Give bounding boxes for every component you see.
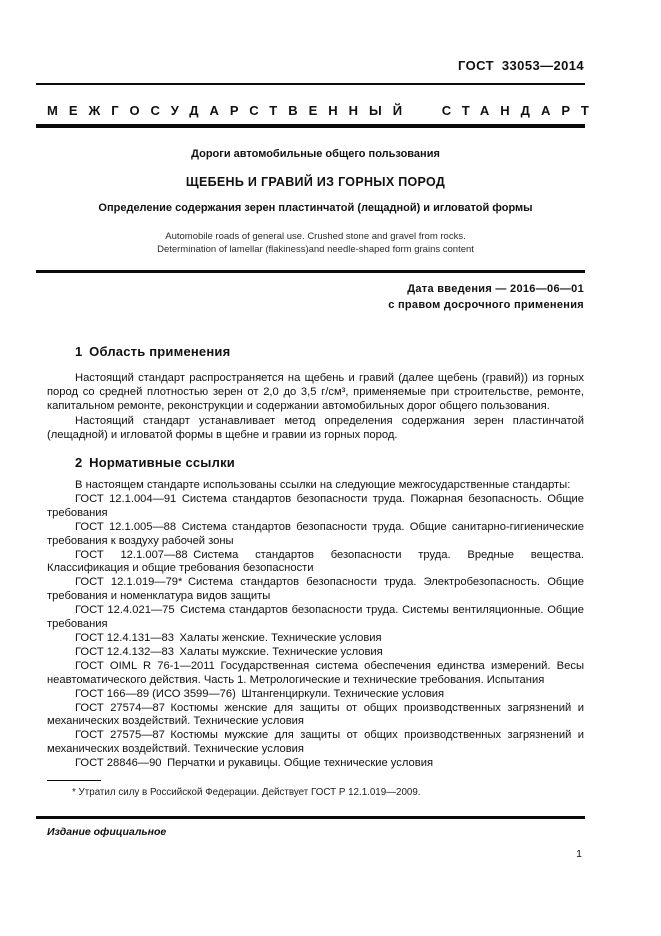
header-rule-top xyxy=(36,83,585,85)
doc-number: ГОСТ 33053—2014 xyxy=(458,58,584,73)
scope-paragraph-1: Настоящий стандарт распространяется на щебень и гравий (далее щебень (гравий)) из горных пород со средней плотностью зерен от 2,0 до 3,5 г/см³, применяемые при строительстве, ремонте, капитальном ремонте, реконструкции и содержании автомобильных дорог общего пользования. xyxy=(47,372,584,413)
doc-title-en-line2: Determination of lamellar (flakiness)and needle-shaped form grains content xyxy=(157,244,474,255)
standard-type-label: МЕЖГОСУДАРСТВЕННЫЙ СТАНДАРТ xyxy=(47,103,600,118)
reference-item: ГОСТ 12.4.131—83 Халаты женские. Технические условия xyxy=(75,631,382,644)
section-1-heading: 1 Область применения xyxy=(75,344,231,359)
reference-item: ГОСТ 12.4.021—75 Система стандартов безопасности труда. Системы вентиляционные. Общие требования xyxy=(47,604,584,631)
page-number: 1 xyxy=(576,848,582,860)
scope-paragraph-2: Настоящий стандарт устанавливает метод определения содержания зерен пластинчатой (лещадной) и игловатой формы в щебне и гравии из горных пород. xyxy=(47,414,584,441)
reference-item: ГОСТ 28846—90 Перчатки и рукавицы. Общие технические условия xyxy=(75,757,433,770)
doc-group-title: Дороги автомобильные общего пользования xyxy=(191,148,440,160)
doc-main-title: ЩЕБЕНЬ И ГРАВИЙ ИЗ ГОРНЫХ ПОРОД xyxy=(185,175,446,189)
reference-item: ГОСТ 12.1.004—91 Система стандартов безопасности труда. Пожарная безопасность. Общие требования xyxy=(47,492,584,519)
early-application-note: с правом досрочного применения xyxy=(388,299,584,311)
official-edition-label: Издание официальное xyxy=(47,826,167,838)
section-2-heading: 2 Нормативные ссылки xyxy=(75,455,235,470)
doc-title-en-line1: Automobile roads of general use. Crushed stone and gravel from rocks. xyxy=(165,231,466,242)
section-1-body xyxy=(47,371,584,442)
reference-item: ГОСТ 12.1.019—79* Система стандартов безопасности труда. Электробезопасность. Общие требования и номенклатура видов защиты xyxy=(47,576,584,603)
reference-item: ГОСТ 12.1.007—88 Система стандартов безопасности труда. Вредные вещества. Классификация и общие требования безопасности xyxy=(47,548,584,575)
footer-rule xyxy=(36,816,585,819)
effective-date-block xyxy=(388,281,584,313)
reference-item: ГОСТ 27574—87 Костюмы женские для защиты от общих производственных загрязнений и механических воздействий. Технические условия xyxy=(47,701,584,728)
reference-item: ГОСТ 166—89 (ИСО 3599—76) Штангенциркули. Технические условия xyxy=(75,687,445,700)
reference-item: ГОСТ OIML R 76-1—2011 Государственная система обеспечения единства измерений. Весы неавтоматического действия. Часть 1. Метрологические и технические требования. Испытания xyxy=(47,659,584,686)
doc-subtitle: Определение содержания зерен пластинчатой (лещадной) и игловатой формы xyxy=(98,202,533,214)
section-2-body xyxy=(47,479,584,771)
header-rule-bottom xyxy=(36,124,585,128)
references-intro: В настоящем стандарте использованы ссылки на следующие межгосударственные стандарты: xyxy=(75,479,571,491)
title-separator-rule xyxy=(36,270,585,273)
footnote-separator xyxy=(47,780,101,781)
reference-item: ГОСТ 27575—87 Костюмы мужские для защиты от общих производственных загрязнений и механических воздействий. Технические условия xyxy=(47,729,584,756)
footnote-text: * Утратил силу в Российской Федерации. Действует ГОСТ Р 12.1.019—2009. xyxy=(72,787,421,798)
reference-item: ГОСТ 12.4.132—83 Халаты мужские. Технические условия xyxy=(75,645,383,658)
effective-date-line: Дата введения — 2016—06—01 xyxy=(407,283,584,295)
reference-item: ГОСТ 12.1.005—88 Система стандартов безопасности труда. Общие санитарно-гигиенические требования к воздуху рабочей зоны xyxy=(47,520,584,547)
